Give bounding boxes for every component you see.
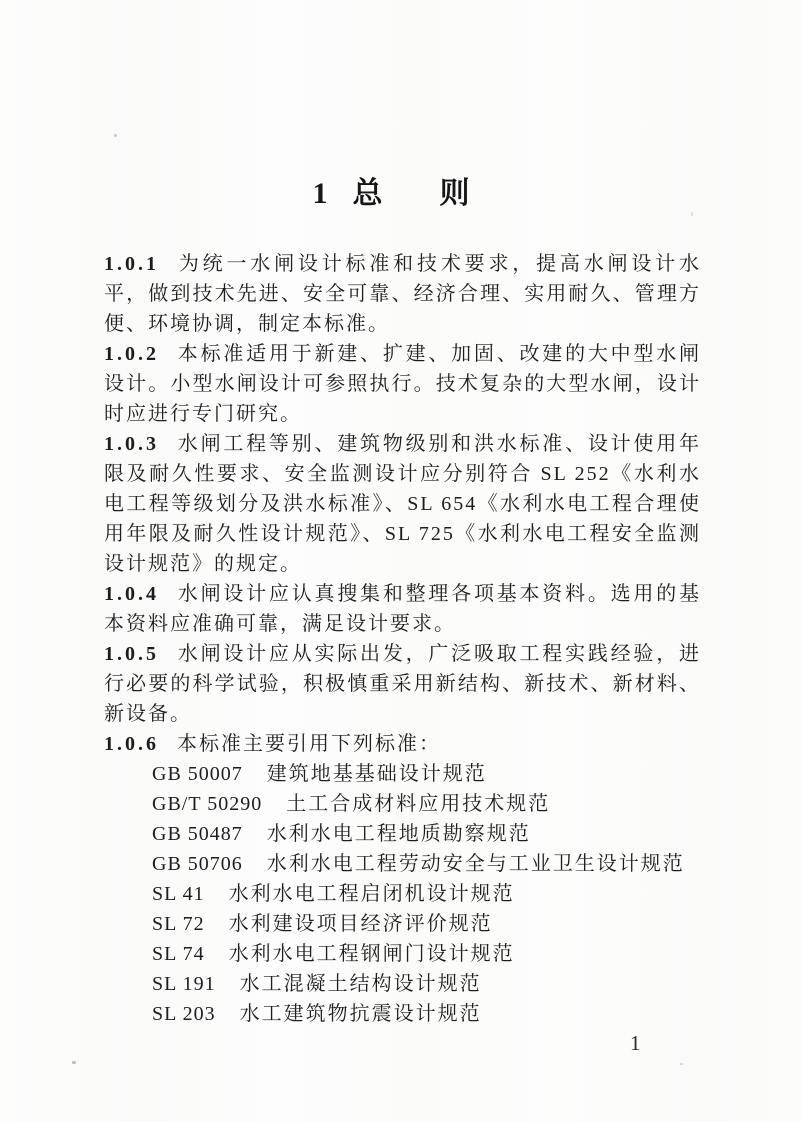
clause-text: 水闸工程等别、建筑物级别和洪水标准、设计使用年限及耐久性要求、安全监测设计应分别符合 SL 252《水利水电工程等级划分及洪水标准》、SL 654《水利水电工程合理使用年限及耐久性设计规范》、SL 725《水利水电工程安全监测设计规范》的规定。 [104, 433, 701, 575]
reference-code: GB 50706 [152, 853, 243, 875]
reference-title: 水利建设项目经济评价规范 [228, 913, 493, 935]
clause-text: 本标准适用于新建、扩建、加固、改建的大中型水闸设计。小型水闸设计可参照执行。技术复杂的大型水闸，设计时应进行专门研究。 [104, 343, 701, 425]
reference-title: 水利水电工程地质勘察规范 [266, 823, 531, 845]
chapter-number: 1 [312, 177, 328, 210]
clause-text: 水闸设计应认真搜集和整理各项基本资料。选用的基本资料应准确可靠，满足设计要求。 [104, 583, 701, 635]
reference-code: SL 41 [152, 883, 205, 905]
reference-item [104, 939, 701, 969]
clause-number: 1.0.6 [104, 733, 159, 755]
page-number: 1 [630, 1031, 641, 1055]
clause-1-0-1 [104, 249, 701, 339]
clause-1-0-6 [104, 729, 701, 759]
chapter-title-word-first: 总 [352, 177, 383, 210]
reference-item [104, 819, 701, 849]
scan-speck [691, 212, 693, 216]
clause-number: 1.0.1 [104, 253, 159, 275]
reference-title: 水利水电工程劳动安全与工业卫生设计规范 [266, 853, 685, 875]
reference-code: GB 50487 [152, 823, 243, 845]
clause-number: 1.0.2 [104, 343, 159, 365]
reference-code: SL 72 [152, 913, 205, 935]
reference-title: 水工混凝土结构设计规范 [239, 973, 482, 995]
clause-text: 水闸设计应从实际出发，广泛吸取工程实践经验，进行必要的科学试验，积极慎重采用新结构、新技术、新材料、新设备。 [104, 643, 701, 725]
chapter-title [0, 168, 802, 212]
reference-item [104, 759, 701, 789]
document-body [104, 249, 701, 1029]
reference-item [104, 969, 701, 999]
clause-text: 为统一水闸设计标准和技术要求，提高水闸设计水平，做到技术先进、安全可靠、经济合理、实用耐久、管理方便、环境协调，制定本标准。 [104, 253, 701, 335]
reference-item [104, 849, 701, 879]
reference-code: GB 50007 [152, 763, 243, 785]
reference-title: 水利水电工程启闭机设计规范 [228, 883, 515, 905]
clause-1-0-4 [104, 579, 701, 639]
reference-item [104, 909, 701, 939]
clause-1-0-2 [104, 339, 701, 429]
scan-speck [680, 1063, 683, 1065]
reference-title: 水工建筑物抗震设计规范 [239, 1003, 482, 1025]
clause-1-0-3 [104, 429, 701, 579]
reference-item [104, 789, 701, 819]
scan-speck [72, 1061, 76, 1064]
chapter-title-word-second: 则 [439, 177, 470, 210]
clause-text: 本标准主要引用下列标准： [177, 733, 441, 755]
reference-title: 水利水电工程钢闸门设计规范 [228, 943, 515, 965]
clause-1-0-5 [104, 639, 701, 729]
clause-number: 1.0.5 [104, 643, 159, 665]
clause-number: 1.0.3 [104, 433, 159, 455]
reference-code: SL 74 [152, 943, 205, 965]
reference-title: 土工合成材料应用技术规范 [286, 793, 551, 815]
scan-speck [114, 134, 117, 137]
reference-title: 建筑地基基础设计规范 [266, 763, 487, 785]
clause-number: 1.0.4 [104, 583, 159, 605]
reference-item [104, 879, 701, 909]
reference-code: SL 191 [152, 973, 216, 995]
reference-code: SL 203 [152, 1003, 216, 1025]
reference-item [104, 999, 701, 1029]
reference-code: GB/T 50290 [152, 793, 263, 815]
